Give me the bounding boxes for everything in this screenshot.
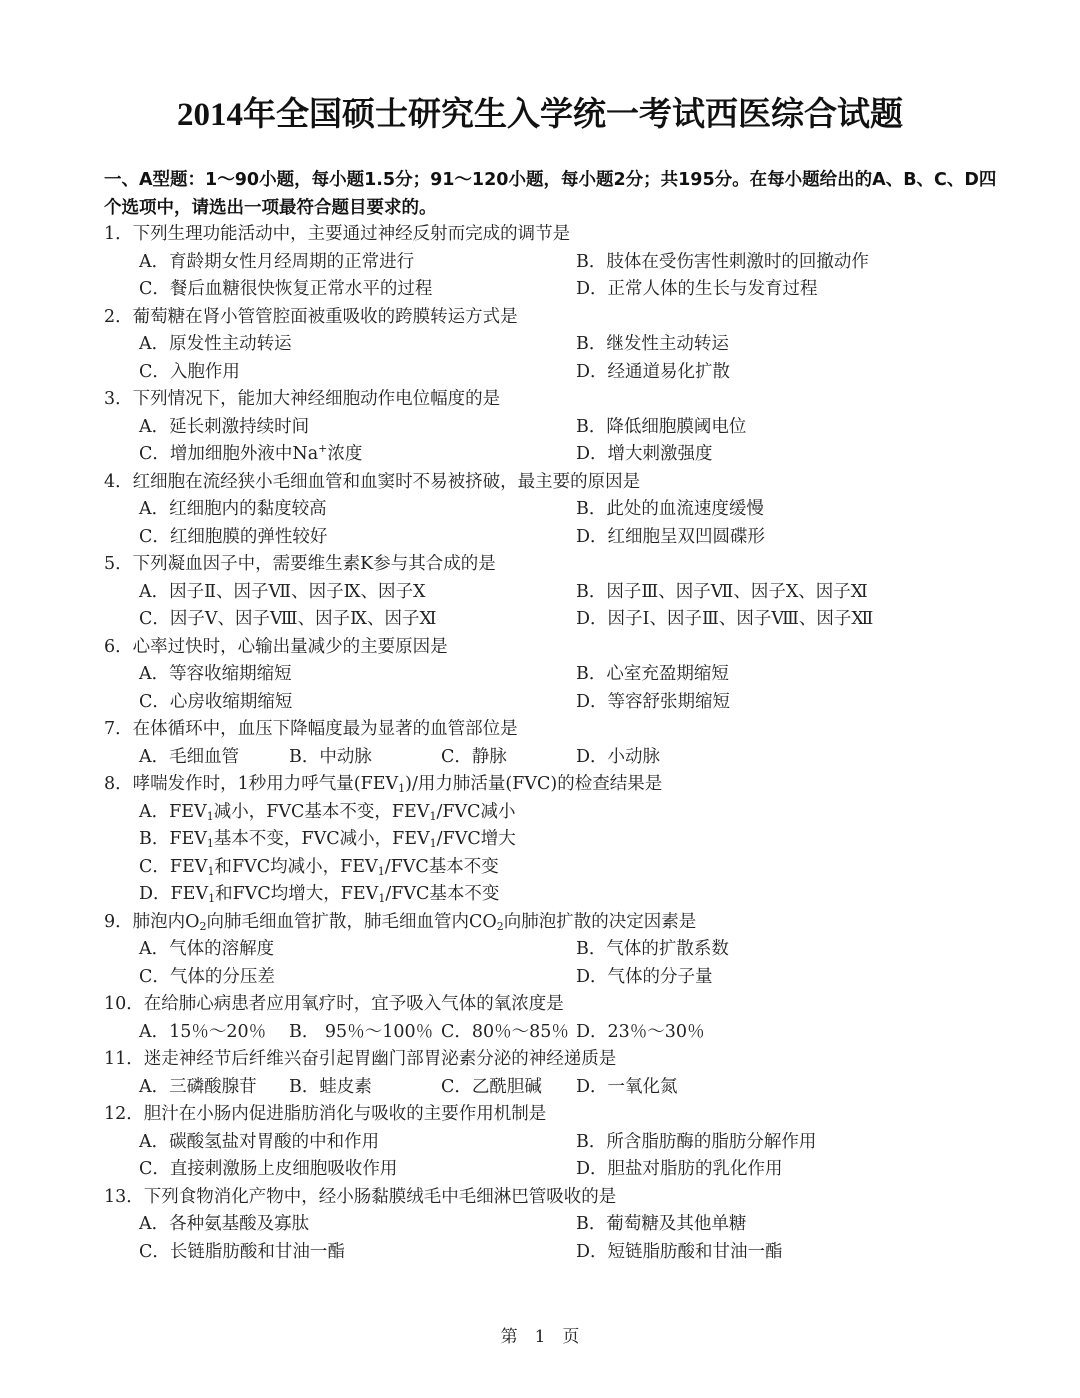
question-1-option-b: B．肢体在受伤害性刺激时的回撤动作 bbox=[576, 252, 869, 272]
question-9-option-d: D．气体的分子量 bbox=[576, 967, 713, 987]
exam-title: 2014年全国硕士研究生入学统一考试西医综合试题 bbox=[177, 97, 903, 133]
question-7-option-b: B．中动脉 bbox=[289, 747, 372, 767]
question-13-option-d: D．短链脂肪酸和甘油一酯 bbox=[576, 1242, 783, 1262]
question-7-option-c: C．静脉 bbox=[441, 747, 507, 767]
question-8-option-d: D．$FEV_1$和FVC均增大，$FEV_1$/FVC基本不变 bbox=[139, 884, 500, 905]
question-6-option-b: B．心室充盈期缩短 bbox=[576, 664, 729, 684]
question-3-stem: 3．下列情况下，能加大神经细胞动作电位幅度的是 bbox=[104, 389, 501, 409]
question-12-option-c: C．直接刺激肠上皮细胞吸收作用 bbox=[139, 1159, 398, 1179]
question-10-option-d: D．23％～30％ bbox=[576, 1022, 705, 1042]
question-13-option-c: C．长链脂肪酸和甘油一酯 bbox=[139, 1242, 345, 1262]
question-11-option-c: C．乙酰胆碱 bbox=[441, 1077, 542, 1097]
question-13-stem: 13．下列食物消化产物中，经小肠黏膜绒毛中毛细淋巴管吸收的是 bbox=[104, 1187, 617, 1207]
question-7-option-d: D．小动脉 bbox=[576, 747, 661, 767]
question-6-option-a: A．等容收缩期缩短 bbox=[139, 664, 292, 684]
question-11-option-d: D．一氧化氮 bbox=[576, 1077, 678, 1097]
question-11-option-a: A．三磷酸腺苷 bbox=[139, 1077, 257, 1097]
question-6-option-c: C．心房收缩期缩短 bbox=[139, 692, 293, 712]
question-8-option-a: A．$FEV_1$减小，FVC基本不变，$FEV_1$/FVC减小 bbox=[139, 802, 516, 823]
question-3-option-d: D．增大刺激强度 bbox=[576, 444, 713, 464]
question-4-stem: 4．红细胞在流经狭小毛细血管和血窦时不易被挤破，最主要的原因是 bbox=[104, 472, 641, 492]
page-number: 第 1 页 bbox=[500, 1327, 580, 1347]
question-8-stem: 8．哮喘发作时，1秒用力呼气量$(FEV_1)/$用力肺活量(FVC)的检查结果是 bbox=[104, 774, 663, 795]
question-5-option-a: A．因子Ⅱ、因子Ⅶ、因子Ⅸ、因子Ⅹ bbox=[139, 582, 426, 602]
question-5-option-b: B．因子Ⅲ、因子Ⅶ、因子Ⅹ、因子Ⅺ bbox=[576, 582, 868, 602]
question-2-option-d: D．经通道易化扩散 bbox=[576, 362, 731, 382]
question-2-stem: 2．葡萄糖在肾小管管腔面被重吸收的跨膜转运方式是 bbox=[104, 307, 518, 327]
question-13-option-a: A．各种氨基酸及寡肽 bbox=[139, 1214, 310, 1234]
question-2-option-b: B．继发性主动转运 bbox=[576, 334, 729, 354]
question-12-option-b: B．所含脂肪酶的脂肪分解作用 bbox=[576, 1132, 817, 1152]
question-9-stem: 9．肺泡内$O_2$向肺毛细血管扩散，肺毛细血管内$CO_2$向肺泡扩散的决定因素是 bbox=[104, 912, 697, 933]
question-8-option-b: B．$FEV_1$基本不变，FVC减小，$FEV_1$/FVC增大 bbox=[139, 829, 516, 850]
question-1-stem: 1．下列生理功能活动中，主要通过神经反射而完成的调节是 bbox=[104, 224, 571, 244]
question-6-option-d: D．等容舒张期缩短 bbox=[576, 692, 731, 712]
question-7-stem: 7．在体循环中，血压下降幅度最为显著的血管部位是 bbox=[104, 719, 518, 739]
question-5-stem: 5．下列凝血因子中，需要维生素K参与其合成的是 bbox=[104, 554, 496, 574]
question-4-option-a: A．红细胞内的黏度较高 bbox=[139, 499, 327, 519]
question-1-option-a: A．育龄期女性月经周期的正常进行 bbox=[139, 252, 415, 272]
question-5-option-c: C．因子Ⅴ、因子Ⅷ、因子Ⅸ、因子Ⅺ bbox=[139, 609, 437, 629]
question-3-option-c: C．增加细胞外液中Na+浓度 bbox=[139, 442, 363, 464]
section-instructions bbox=[104, 166, 1004, 222]
question-7-option-a: A．毛细血管 bbox=[139, 747, 240, 767]
question-4-option-b: B．此处的血流速度缓慢 bbox=[576, 499, 764, 519]
question-3-option-a: A．延长刺激持续时间 bbox=[139, 417, 310, 437]
question-1-option-c: C．餐后血糖很快恢复正常水平的过程 bbox=[139, 279, 433, 299]
question-1-option-d: D．正常人体的生长与发育过程 bbox=[576, 279, 818, 299]
question-13-option-b: B．葡萄糖及其他单糖 bbox=[576, 1214, 747, 1234]
question-9-option-a: A．气体的溶解度 bbox=[139, 939, 275, 959]
question-8-option-c: C．$FEV_1$和FVC均减小，$FEV_1$/FVC基本不变 bbox=[139, 857, 499, 878]
question-10-stem: 10．在给肺心病患者应用氧疗时，宜予吸入气体的氧浓度是 bbox=[104, 994, 564, 1014]
instructions-line-1: 一、A型题：1～90小题，每小题1.5分；91～120小题，每小题2分；共195分。在每小题给出的A、B、C、D四 bbox=[104, 170, 997, 190]
question-12-option-a: A．碳酸氢盐对胃酸的中和作用 bbox=[139, 1132, 380, 1152]
question-5-option-d: D．因子Ⅰ、因子Ⅲ、因子Ⅷ、因子Ⅻ bbox=[576, 609, 874, 629]
question-12-stem: 12．胆汁在小肠内促进脂肪消化与吸收的主要作用机制是 bbox=[104, 1104, 547, 1124]
question-12-option-d: D．胆盐对脂肪的乳化作用 bbox=[576, 1159, 783, 1179]
question-11-stem: 11．迷走神经节后纤维兴奋引起胃幽门部胃泌素分泌的神经递质是 bbox=[104, 1049, 617, 1069]
question-9-option-c: C．气体的分压差 bbox=[139, 967, 275, 987]
question-6-stem: 6．心率过快时，心输出量减少的主要原因是 bbox=[104, 637, 448, 657]
question-9-option-b: B．气体的扩散系数 bbox=[576, 939, 729, 959]
question-2-option-c: C．入胞作用 bbox=[139, 362, 240, 382]
question-3-option-b: B．降低细胞膜阈电位 bbox=[576, 417, 747, 437]
question-2-option-a: A．原发性主动转运 bbox=[139, 334, 292, 354]
instructions-line-2: 个选项中，请选出一项最符合题目要求的。 bbox=[104, 198, 437, 218]
question-11-option-b: B．蛙皮素 bbox=[289, 1077, 372, 1097]
question-10-option-a: A．15％～20％ bbox=[139, 1022, 267, 1042]
question-10-option-b: B． 95％～100％ bbox=[289, 1022, 434, 1042]
question-10-option-c: C．80％～85％ bbox=[441, 1022, 569, 1042]
question-4-option-d: D．红细胞呈双凹圆碟形 bbox=[576, 527, 766, 547]
question-4-option-c: C．红细胞膜的弹性较好 bbox=[139, 527, 328, 547]
